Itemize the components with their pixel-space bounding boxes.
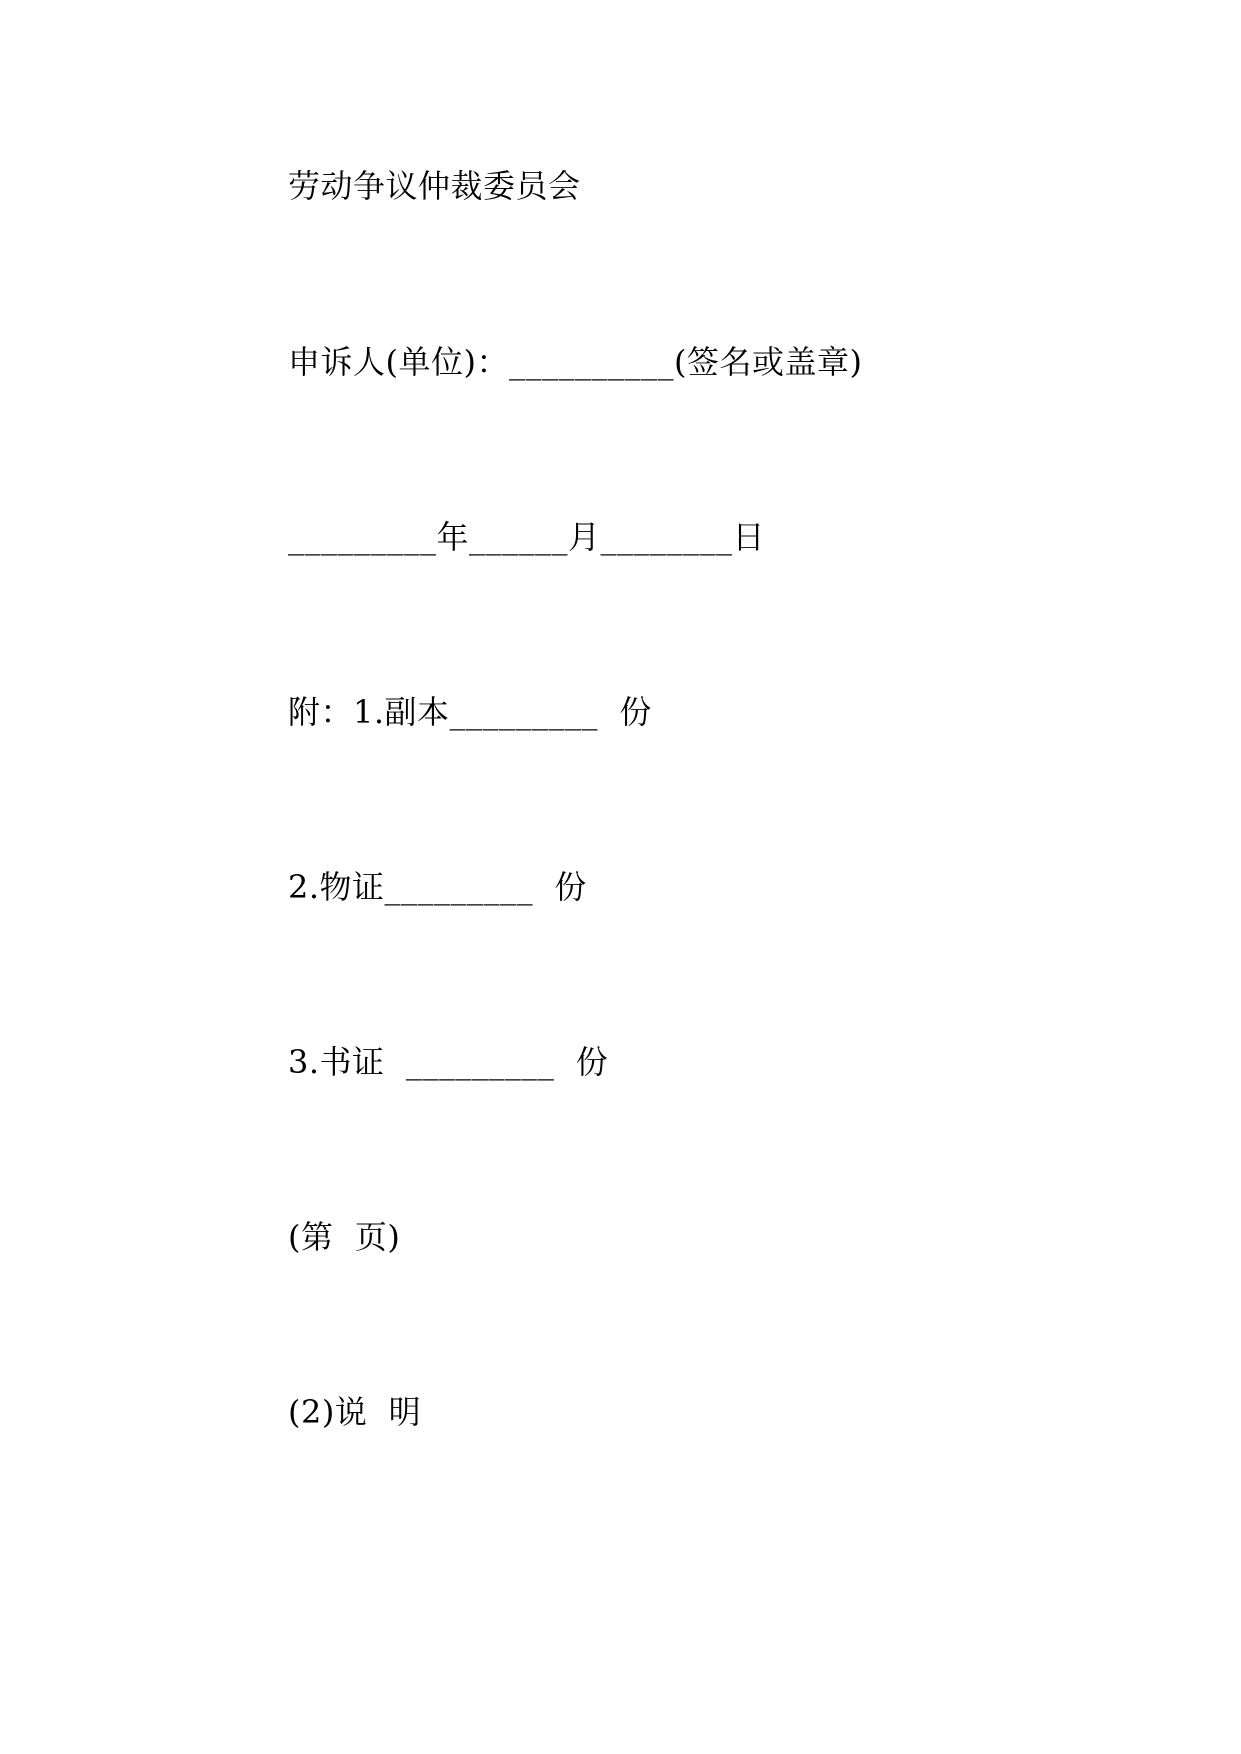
- date-line: _________年______月________日: [288, 518, 766, 556]
- attachment-documentary-evidence-line: 3.书证 _________ 份: [288, 1043, 609, 1081]
- attachment-physical-evidence-line: 2.物证_________ 份: [288, 868, 587, 906]
- committee-title: 劳动争议仲裁委员会: [288, 167, 581, 205]
- section-heading-explanation: (2)说 明: [288, 1393, 422, 1431]
- page-number-line: (第 页): [288, 1218, 401, 1256]
- attachment-copies-line: 附：1.副本_________ 份: [288, 693, 652, 731]
- complainant-signature-line: 申诉人(单位)：__________(签名或盖章): [288, 343, 863, 381]
